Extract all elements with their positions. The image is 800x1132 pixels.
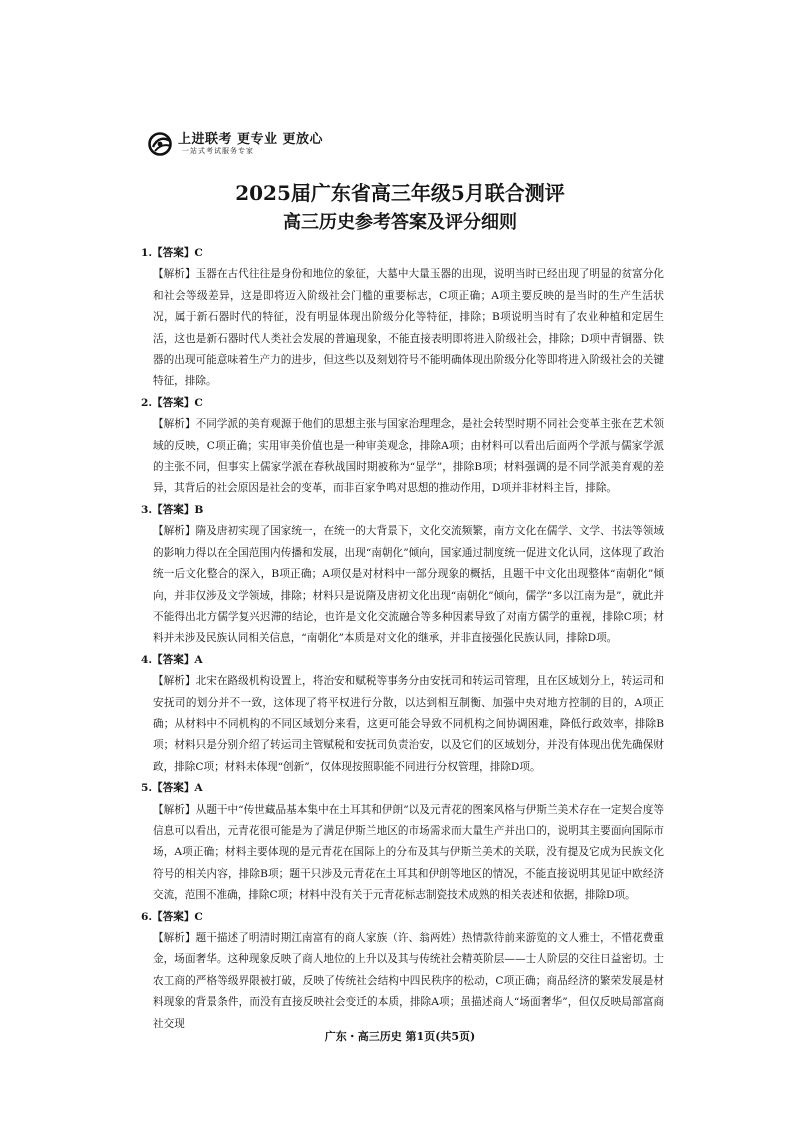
answer-item-4 <box>141 650 664 778</box>
answer-analysis: 【解析】隋及唐初实现了国家统一，在统一的大背景下，文化交流频繁，南方文化在儒学、文学、书法等领域的影响力得以在全国范围内传播和发展，出现“南朝化”倾向，国家通过制度统一促进文化认同，这体现了政治统一后文化整合的深入，B项正确；A项仅是对材料中一部分现象的概括，且题干中文化出现整体“南朝化”倾向，并非仅涉及文学领域，排除；材料只是说隋及唐初文化出现“南朝化”倾向，儒学“多以江南为是”，就此并不能得出北方儒学复兴迟滞的结论，也许是文化交流融合等多种因素导致了对南方儒学的重视，排除C项；材料并未涉及民族认同相关信息，“南朝化”本质是对文化的继承，并非直接强化民族认同，排除D项。 <box>153 525 664 645</box>
answer-item-3 <box>141 500 664 650</box>
document-title: 2025届广东省高三年级5月联合测评 <box>235 181 565 205</box>
document-subtitle: 高三历史参考答案及评分细则 <box>283 212 517 233</box>
page-footer: 广东・高三历史 第1页(共5页) <box>324 1030 476 1043</box>
header-logo <box>148 132 323 156</box>
answer-item-2 <box>141 393 664 500</box>
logo-swirl-icon <box>148 132 174 156</box>
answer-key: 4.【答案】A <box>141 653 203 666</box>
answer-item-5 <box>141 778 664 906</box>
answer-item-1 <box>141 243 664 393</box>
answer-analysis: 【解析】题干描述了明清时期江南富有的商人家族（许、翁两姓）热情款待前来游览的文人雅士，不惜花费重金，场面奢华。这种现象反映了商人地位的上升以及其与传统社会精英阶层——士人阶层的交往日益密切。士农工商的严格等级界限被打破，反映了传统社会结构中四民秩序的松动，C项正确；商品经济的繁荣发展是材料现象的背景条件，而没有直接反映社会变迁的本质，排除A项；虽描述商人“场面奢华”，但仅反映局部富商社交现 <box>153 932 664 1030</box>
answer-analysis: 【解析】玉器在古代往往是身份和地位的象征，大墓中大量玉器的出现，说明当时已经出现了明显的贫富分化和社会等级差异，这是即将迈入阶级社会门槛的重要标志，C项正确；A项主要反映的是当时的生产生活状况，属于新石器时代的特征，没有明显体现出阶级分化等特征，排除；B项说明当时有了农业种植和定居生活，这也是新石器时代人类社会发展的普遍现象，不能直接表明即将进入阶级社会，排除；D项中青铜器、铁器的出现可能意味着生产力的进步，但这些以及刻划符号不能明确体现出阶级分化等即将进入阶级社会的关键特征，排除。 <box>153 268 664 388</box>
answer-key: 5.【答案】A <box>141 782 203 795</box>
answer-item-6 <box>141 907 664 1035</box>
answer-key: 1.【答案】C <box>141 247 203 259</box>
header-slogan: 上进联考 更专业 更放心 <box>178 132 324 147</box>
answer-analysis: 【解析】北宋在路级机构设置上，将治安和赋税等事务分由安抚司和转运司管理，且在区域划分上，转运司和安抚司的划分并不一致，这体现了将平权进行分散，以达到相互制衡、加强中央对地方控制的目的，A项正确；从材料中不同机构的不同区域划分来看，这更可能会导致不同机构之间协调困难，降低行政效率，排除B项；材料只是分别介绍了转运司主管赋税和安抚司负责治安，以及它们的区域划分，并没有体现出优先确保财政，排除C项；材料未体现“创新”，仅体现按照职能不同进行分权管理，排除D项。 <box>153 675 664 773</box>
answer-analysis: 【解析】从题干中“传世藏品基本集中在土耳其和伊朗”以及元青花的图案风格与伊斯兰美术存在一定契合度等信息可以看出，元青花很可能是为了满足伊斯兰地区的市场需求而大量生产并出口的，说明其主要面向国际市场，A项正确；材料主要体现的是元青花在国际上的分布及其与伊斯兰美术的关联，没有提及它成为民族文化符号的相关内容，排除B项；题干只涉及元青花在土耳其和伊朗等地区的情况，不能直接说明其见证中欧经济交流，范围不准确，排除C项；材料中没有关于元青花标志制瓷技术成熟的相关表述和依据，排除D项。 <box>153 803 664 902</box>
answer-key: 6.【答案】C <box>141 910 203 923</box>
answer-key: 2.【答案】C <box>141 396 203 409</box>
answer-key: 3.【答案】B <box>141 503 204 516</box>
header-sub-slogan: 一站式考试服务专家 <box>182 147 254 155</box>
answer-list <box>141 243 664 1035</box>
answer-analysis: 【解析】不同学派的美育观源于他们的思想主张与国家治理理念，是社会转型时期不同社会变革主张在艺术领域的反映，C项正确；实用审美价值也是一种审美观念，排除A项；由材料可以看出后面两个学派与儒家学派的主张不同，但事实上儒家学派在春秋战国时期被称为“显学”，排除B项；材料强调的是不同学派美育观的差异，其背后的社会原因是社会的变革，而非百家争鸣对思想的推动作用，D项并非材料主旨，排除。 <box>153 418 664 495</box>
